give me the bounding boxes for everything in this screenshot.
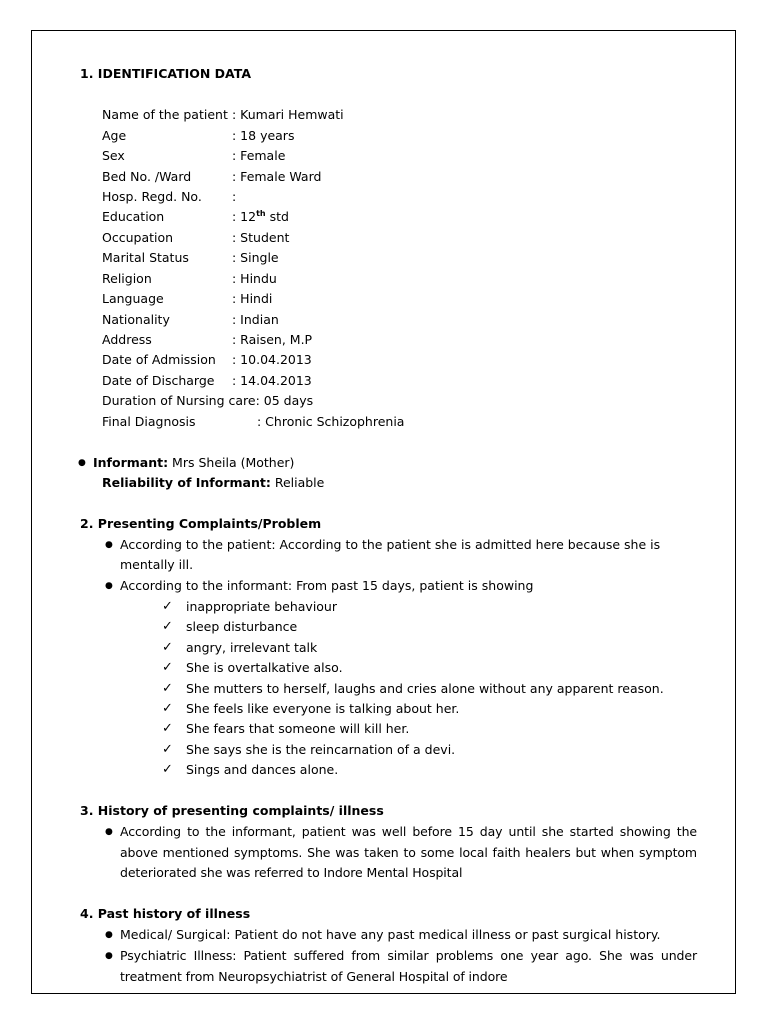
checkmark-icon: ✓: [162, 721, 173, 736]
checkmark-icon: ✓: [162, 599, 173, 614]
checkmark-icon: ✓: [162, 660, 173, 675]
checkmark-icon: ✓: [162, 701, 173, 716]
field-value: : Single: [232, 250, 279, 265]
field-label: Language: [102, 291, 164, 306]
field-label: Religion: [102, 271, 152, 286]
section-heading-history: 3. History of presenting complaints/ illness: [80, 803, 384, 818]
list-item: sleep disturbance: [186, 619, 298, 634]
field-value: : Student: [232, 230, 290, 245]
list-item: Sings and dances alone.: [186, 762, 339, 777]
bullet-icon: ●: [105, 540, 113, 550]
list-item: She says she is the reincarnation of a devi.: [186, 742, 456, 757]
bullet-icon: ●: [105, 827, 113, 837]
list-item: angry, irrelevant talk: [186, 640, 318, 655]
field-label: Date of Admission: [102, 352, 216, 367]
bullet-icon: ●: [105, 930, 113, 940]
informant-label: Informant:: [93, 455, 169, 470]
field-label: Education: [102, 209, 165, 224]
patient-statement: According to the patient: According to the patient she is admitted here because she is: [120, 537, 661, 552]
field-label: Occupation: [102, 230, 174, 245]
informant-statement: According to the informant: From past 15 days, patient is showing: [120, 578, 534, 593]
checkmark-icon: ✓: [162, 762, 173, 777]
value-suffix: std: [265, 209, 289, 224]
field-value: : Raisen, M.P: [232, 332, 313, 347]
list-item: inappropriate behaviour: [186, 599, 337, 614]
field-value: : 10.04.2013: [232, 352, 312, 367]
field-label: Address: [102, 332, 152, 347]
checkmark-icon: ✓: [162, 619, 173, 634]
reliability-label: Reliability of Informant:: [102, 475, 271, 490]
list-item: She is overtalkative also.: [186, 660, 343, 675]
field-value: : Indian: [232, 312, 279, 327]
checkmark-icon: ✓: [162, 742, 173, 757]
field-value: : Female Ward: [232, 169, 322, 184]
bullet-icon: ●: [105, 581, 113, 591]
field-value: : Female: [232, 148, 286, 163]
list-item: She mutters to herself, laughs and cries alone without any apparent reason.: [186, 681, 664, 696]
informant-value: Mrs Sheila (Mother): [168, 455, 295, 470]
section-heading-identification: 1. IDENTIFICATION DATA: [80, 66, 251, 81]
value-superscript: th: [256, 208, 266, 218]
field-value: : 14.04.2013: [232, 373, 312, 388]
bullet-icon: ●: [105, 951, 113, 961]
field-label: Age: [102, 128, 127, 143]
checkmark-icon: ✓: [162, 681, 173, 696]
list-item: She feels like everyone is talking about her.: [186, 701, 460, 716]
patient-statement-cont: mentally ill.: [120, 557, 194, 572]
field-label: Marital Status: [102, 250, 189, 265]
field-value: : 18 years: [232, 128, 295, 143]
reliability-line: [102, 473, 324, 493]
field-value: [232, 207, 289, 227]
field-value: :: [232, 189, 237, 204]
medical-history: Medical/ Surgical: Patient do not have any past medical illness or past surgical history.: [120, 927, 661, 942]
section-heading-presenting: 2. Presenting Complaints/Problem: [80, 516, 322, 531]
field-value: : Hindi: [232, 291, 273, 306]
reliability-value: Reliable: [270, 475, 325, 490]
field-label: Date of Discharge: [102, 373, 215, 388]
section-heading-past: 4. Past history of illness: [80, 906, 251, 921]
field-value: : Hindu: [232, 271, 277, 286]
field-label: Name of the patient: [102, 107, 228, 122]
field-value: : Chronic Schizophrenia: [257, 414, 405, 429]
psychiatric-history: Psychiatric Illness: Patient suffered from similar problems one year ago. She was under treatment from Neuropsychiatrist of General Hospital of indore: [120, 948, 697, 984]
field-label: Nationality: [102, 312, 170, 327]
bullet-icon: ●: [78, 458, 86, 468]
field-label: Hosp. Regd. No.: [102, 189, 202, 204]
field-label: Sex: [102, 148, 125, 163]
list-item: She fears that someone will kill her.: [186, 721, 410, 736]
field-label: Bed No. /Ward: [102, 169, 192, 184]
field-label: Final Diagnosis: [102, 414, 196, 429]
value-prefix: : 12: [232, 209, 257, 224]
history-paragraph: According to the informant, patient was well before 15 day until she started showing the above mentioned symptoms. She was taken to some local faith healers but when symptom deteriorated she was referred to Indore Mental Hospital: [120, 824, 697, 880]
checkmark-icon: ✓: [162, 640, 173, 655]
duration-line: Duration of Nursing care: 05 days: [102, 393, 314, 408]
field-value: : Kumari Hemwati: [232, 107, 344, 122]
informant-line: [93, 453, 294, 473]
